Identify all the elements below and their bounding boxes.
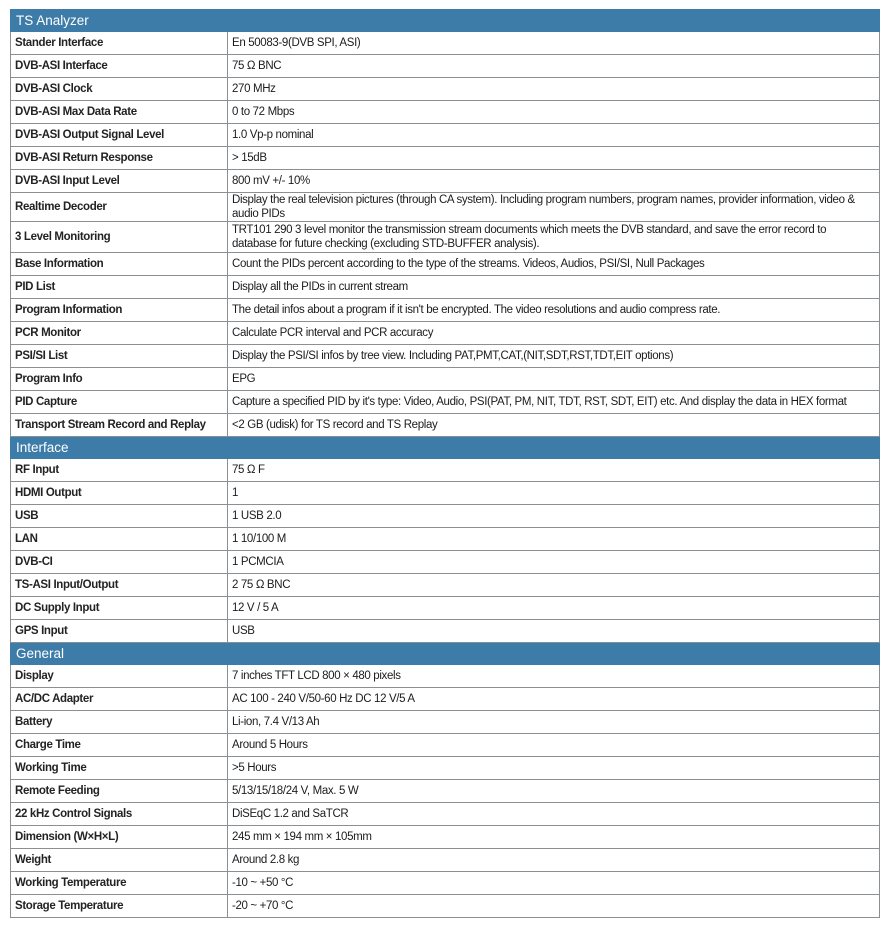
section-title: TS Analyzer — [11, 10, 880, 32]
spec-row — [11, 688, 880, 711]
spec-row — [11, 193, 880, 222]
spec-row — [11, 872, 880, 895]
section-header-general — [11, 643, 880, 665]
section-header-ts-analyzer — [11, 10, 880, 32]
spec-value: Display all the PIDs in current stream — [228, 276, 880, 299]
spec-value: 245 mm × 194 mm × 105mm — [228, 826, 880, 849]
spec-label: Stander Interface — [11, 32, 228, 55]
spec-row — [11, 826, 880, 849]
spec-label: TS-ASI Input/Output — [11, 574, 228, 597]
spec-row — [11, 253, 880, 276]
spec-value: > 15dB — [228, 147, 880, 170]
spec-row — [11, 528, 880, 551]
spec-value: Capture a specified PID by it's type: Video, Audio, PSI(PAT, PM, NIT, TDT, RST, SDT, EIT) etc. And display the data in HEX format — [228, 391, 880, 414]
spec-value: Around 5 Hours — [228, 734, 880, 757]
spec-row — [11, 55, 880, 78]
spec-row — [11, 711, 880, 734]
spec-value: En 50083-9(DVB SPI, ASI) — [228, 32, 880, 55]
spec-row — [11, 124, 880, 147]
spec-label: DVB-ASI Interface — [11, 55, 228, 78]
spec-row — [11, 299, 880, 322]
spec-label: DC Supply Input — [11, 597, 228, 620]
spec-value: -20 ~ +70 °C — [228, 895, 880, 918]
spec-label: GPS Input — [11, 620, 228, 643]
spec-table — [10, 9, 880, 918]
spec-label: Weight — [11, 849, 228, 872]
spec-row — [11, 597, 880, 620]
spec-value: USB — [228, 620, 880, 643]
spec-label: DVB-ASI Max Data Rate — [11, 101, 228, 124]
spec-label: AC/DC Adapter — [11, 688, 228, 711]
spec-value: EPG — [228, 368, 880, 391]
spec-value: 800 mV +/- 10% — [228, 170, 880, 193]
spec-label: Charge Time — [11, 734, 228, 757]
spec-row — [11, 147, 880, 170]
spec-value: Li-ion, 7.4 V/13 Ah — [228, 711, 880, 734]
spec-table-body — [11, 10, 880, 918]
spec-row — [11, 391, 880, 414]
spec-row — [11, 734, 880, 757]
spec-label: USB — [11, 505, 228, 528]
spec-value: TRT101 290 3 level monitor the transmission stream documents which meets the DVB standard, and save the error record to database for future checking (excluding STD-BUFFER analysis). — [228, 222, 880, 253]
spec-value: 270 MHz — [228, 78, 880, 101]
spec-value: 1 USB 2.0 — [228, 505, 880, 528]
spec-row — [11, 322, 880, 345]
spec-label: Realtime Decoder — [11, 193, 228, 222]
spec-value: 75 Ω F — [228, 459, 880, 482]
section-header-interface — [11, 437, 880, 459]
spec-label: Program Information — [11, 299, 228, 322]
spec-row — [11, 803, 880, 826]
spec-value: 5/13/15/18/24 V, Max. 5 W — [228, 780, 880, 803]
spec-row — [11, 895, 880, 918]
spec-label: PID List — [11, 276, 228, 299]
spec-label: DVB-ASI Clock — [11, 78, 228, 101]
spec-label: Working Temperature — [11, 872, 228, 895]
spec-value: 0 to 72 Mbps — [228, 101, 880, 124]
spec-row — [11, 101, 880, 124]
spec-label: Storage Temperature — [11, 895, 228, 918]
spec-row — [11, 222, 880, 253]
spec-value: 1 PCMCIA — [228, 551, 880, 574]
spec-value: 1.0 Vp-p nominal — [228, 124, 880, 147]
spec-value: 1 10/100 M — [228, 528, 880, 551]
spec-row — [11, 170, 880, 193]
spec-value: The detail infos about a program if it isn't be encrypted. The video resolutions and audio compress rate. — [228, 299, 880, 322]
spec-row — [11, 551, 880, 574]
spec-label: Transport Stream Record and Replay — [11, 414, 228, 437]
spec-label: DVB-CI — [11, 551, 228, 574]
spec-value: Around 2.8 kg — [228, 849, 880, 872]
spec-row — [11, 505, 880, 528]
spec-value: 12 V / 5 A — [228, 597, 880, 620]
spec-label: Display — [11, 665, 228, 688]
spec-value: Count the PIDs percent according to the type of the streams. Videos, Audios, PSI/SI, Null Packages — [228, 253, 880, 276]
spec-label: Remote Feeding — [11, 780, 228, 803]
spec-value: 7 inches TFT LCD 800 × 480 pixels — [228, 665, 880, 688]
spec-row — [11, 459, 880, 482]
spec-label: PID Capture — [11, 391, 228, 414]
spec-row — [11, 32, 880, 55]
spec-row — [11, 620, 880, 643]
section-title: General — [11, 643, 880, 665]
spec-value: AC 100 - 240 V/50-60 Hz DC 12 V/5 A — [228, 688, 880, 711]
spec-value: 75 Ω BNC — [228, 55, 880, 78]
spec-value: Display the real television pictures (through CA system). Including program numbers, program names, provider information, video & audio PIDs — [228, 193, 880, 222]
spec-label: HDMI Output — [11, 482, 228, 505]
spec-label: Working Time — [11, 757, 228, 780]
spec-label: DVB-ASI Input Level — [11, 170, 228, 193]
spec-value: Display the PSI/SI infos by tree view. Including PAT,PMT,CAT,(NIT,SDT,RST,TDT,EIT options) — [228, 345, 880, 368]
spec-label: RF Input — [11, 459, 228, 482]
spec-row — [11, 757, 880, 780]
spec-label: DVB-ASI Output Signal Level — [11, 124, 228, 147]
spec-label: 22 kHz Control Signals — [11, 803, 228, 826]
spec-label: Base Information — [11, 253, 228, 276]
spec-label: PCR Monitor — [11, 322, 228, 345]
spec-label: PSI/SI List — [11, 345, 228, 368]
spec-value: 1 — [228, 482, 880, 505]
spec-value: 2 75 Ω BNC — [228, 574, 880, 597]
spec-label: Battery — [11, 711, 228, 734]
spec-value: Calculate PCR interval and PCR accuracy — [228, 322, 880, 345]
spec-row — [11, 78, 880, 101]
spec-value: <2 GB (udisk) for TS record and TS Replay — [228, 414, 880, 437]
spec-row — [11, 482, 880, 505]
spec-value: DiSEqC 1.2 and SaTCR — [228, 803, 880, 826]
spec-label: Program Info — [11, 368, 228, 391]
spec-row — [11, 665, 880, 688]
spec-label: DVB-ASI Return Response — [11, 147, 228, 170]
spec-value: >5 Hours — [228, 757, 880, 780]
spec-label: 3 Level Monitoring — [11, 222, 228, 253]
spec-row — [11, 368, 880, 391]
spec-value: -10 ~ +50 °C — [228, 872, 880, 895]
spec-row — [11, 780, 880, 803]
spec-row — [11, 345, 880, 368]
section-title: Interface — [11, 437, 880, 459]
spec-row — [11, 574, 880, 597]
spec-row — [11, 414, 880, 437]
spec-label: LAN — [11, 528, 228, 551]
spec-label: Dimension (W×H×L) — [11, 826, 228, 849]
spec-row — [11, 849, 880, 872]
spec-row — [11, 276, 880, 299]
